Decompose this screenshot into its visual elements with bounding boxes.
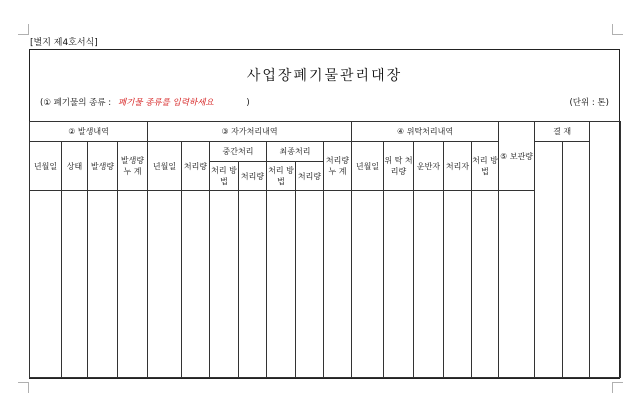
entry-cell[interactable] xyxy=(210,191,239,378)
entry-cell[interactable] xyxy=(499,191,535,378)
entry-cell[interactable] xyxy=(148,191,182,378)
entry-cell[interactable] xyxy=(267,191,296,378)
header-self-processing: ③ 자가처리내역 xyxy=(148,122,352,142)
approval-cell-2[interactable] xyxy=(563,142,590,378)
col-processor: 처리자 xyxy=(444,142,472,191)
crop-mark-bottom-left xyxy=(18,382,29,393)
col-final-amount: 처리량 xyxy=(296,162,324,191)
col-gen-state: 상태 xyxy=(62,142,88,191)
entry-cell[interactable] xyxy=(30,191,62,378)
entry-cell[interactable] xyxy=(182,191,210,378)
entry-cell[interactable] xyxy=(296,191,324,378)
entry-cell[interactable] xyxy=(118,191,148,378)
col-final: 최종처리 xyxy=(267,142,324,162)
waste-type-input[interactable]: 폐기물 종류를 입력하세요 xyxy=(117,98,214,108)
col-final-method: 처리 방법 xyxy=(267,162,296,191)
col-self-amount: 처리량 xyxy=(182,142,210,191)
header-approval: 결 재 xyxy=(535,122,590,142)
waste-type-label: (① 폐기물의 종류 : xyxy=(40,98,112,108)
entry-cell[interactable] xyxy=(384,191,414,378)
col-con-amount: 위 탁 처리량 xyxy=(384,142,414,191)
entry-cell[interactable] xyxy=(239,191,267,378)
header-storage: ⑤ 보관량 xyxy=(499,122,535,191)
header-generation: ② 발생내역 xyxy=(30,122,148,142)
col-inter-method: 처리 방법 xyxy=(210,162,239,191)
ledger-table xyxy=(29,121,621,378)
entry-cell[interactable] xyxy=(62,191,88,378)
entry-cell[interactable] xyxy=(444,191,472,378)
crop-mark-top-right xyxy=(612,24,623,35)
col-con-date: 년월일 xyxy=(352,142,384,191)
entry-cell[interactable] xyxy=(88,191,118,378)
col-self-date: 년월일 xyxy=(148,142,182,191)
approval-extra-cell[interactable] xyxy=(590,122,621,378)
col-transporter: 운반자 xyxy=(414,142,444,191)
col-self-cumulative: 처리량 누 계 xyxy=(324,142,352,191)
waste-type-close: ) xyxy=(246,98,250,108)
ledger-form xyxy=(29,49,620,379)
unit-label: (단위 : 톤) xyxy=(569,98,609,108)
col-con-method: 처리 방법 xyxy=(472,142,499,191)
approval-cell-1[interactable] xyxy=(535,142,563,378)
col-gen-cumulative: 발생량 누 계 xyxy=(118,142,148,191)
entry-cell[interactable] xyxy=(472,191,499,378)
col-gen-amount: 발생량 xyxy=(88,142,118,191)
entry-cell[interactable] xyxy=(324,191,352,378)
form-number-label: [별지 제4호서식] xyxy=(30,38,98,48)
entry-cell[interactable] xyxy=(352,191,384,378)
header-consigned-processing: ④ 위탁처리내역 xyxy=(352,122,499,142)
col-intermediate: 중간처리 xyxy=(210,142,267,162)
crop-mark-top-left xyxy=(18,24,29,35)
crop-mark-bottom-right xyxy=(612,382,623,393)
waste-type-line xyxy=(40,96,250,108)
col-gen-date: 년월일 xyxy=(30,142,62,191)
page-title: 사업장폐기물관리대장 xyxy=(246,68,403,84)
col-inter-amount: 처리량 xyxy=(239,162,267,191)
entry-cell[interactable] xyxy=(414,191,444,378)
